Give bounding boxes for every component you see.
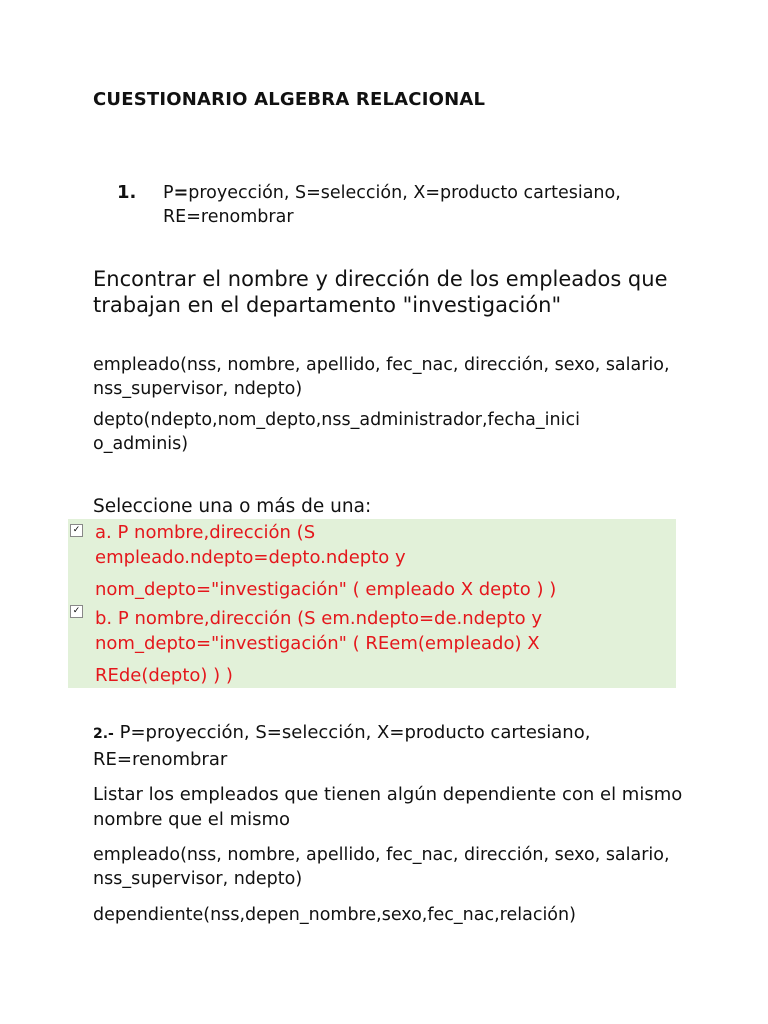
schema-depto <box>93 408 683 456</box>
schema-depto-line2: o_adminis) <box>93 434 189 454</box>
select-prompt: Seleccione una o más de una: <box>93 496 372 517</box>
question-1-number: 1. <box>117 182 137 203</box>
question-2-number: 2.- <box>93 726 114 742</box>
schema-empleado: empleado(nss, nombre, apellido, fec_nac, dirección, sexo, salario, nss_supervisor, ndepto) <box>93 355 670 399</box>
page-title: CUESTIONARIO ALGEBRA RELACIONAL <box>93 89 486 110</box>
question-2-stem: Listar los empleados que tienen algún dependiente con el mismo nombre que el mismo <box>93 784 683 830</box>
option-a-line3[interactable]: nom_depto="investigación" ( empleado X depto ) ) <box>95 579 557 600</box>
question-2-def: P=proyección, S=selección, X=producto cartesiano, RE=renombrar <box>93 722 591 770</box>
schema-depto-line1: depto(ndepto,nom_depto,nss_administrador,fecha_inici <box>93 410 580 430</box>
question-2-definitions <box>93 720 693 772</box>
def-rest: proyección, S=selección, X=producto cartesiano, RE=renombrar <box>163 183 621 227</box>
option-b-line3[interactable]: REde(depto) ) ) <box>95 665 233 686</box>
def-p: P <box>163 183 174 203</box>
question-1-stem: Encontrar el nombre y dirección de los empleados que trabajan en el departamento "investigación" <box>93 267 668 317</box>
schema-empleado-2: empleado(nss, nombre, apellido, fec_nac, dirección, sexo, salario, nss_supervisor, ndepto) <box>93 845 670 889</box>
checkbox-checked-icon[interactable]: ✓ <box>70 605 83 618</box>
def-equals: = <box>173 183 189 203</box>
answer-options <box>68 519 676 688</box>
checkbox-checked-icon[interactable]: ✓ <box>70 524 83 537</box>
option-a-line2[interactable]: empleado.ndepto=depto.ndepto y <box>95 547 406 568</box>
schema-dependiente: dependiente(nss,depen_nombre,sexo,fec_nac,relación) <box>93 905 576 925</box>
question-1-definitions <box>163 181 633 229</box>
option-a-line1[interactable]: a. P nombre,dirección (S <box>95 522 316 543</box>
option-b-line2[interactable]: nom_depto="investigación" ( REem(empleado) X <box>95 633 540 654</box>
option-b-line1[interactable]: b. P nombre,dirección (S em.ndepto=de.ndepto y <box>95 608 543 629</box>
